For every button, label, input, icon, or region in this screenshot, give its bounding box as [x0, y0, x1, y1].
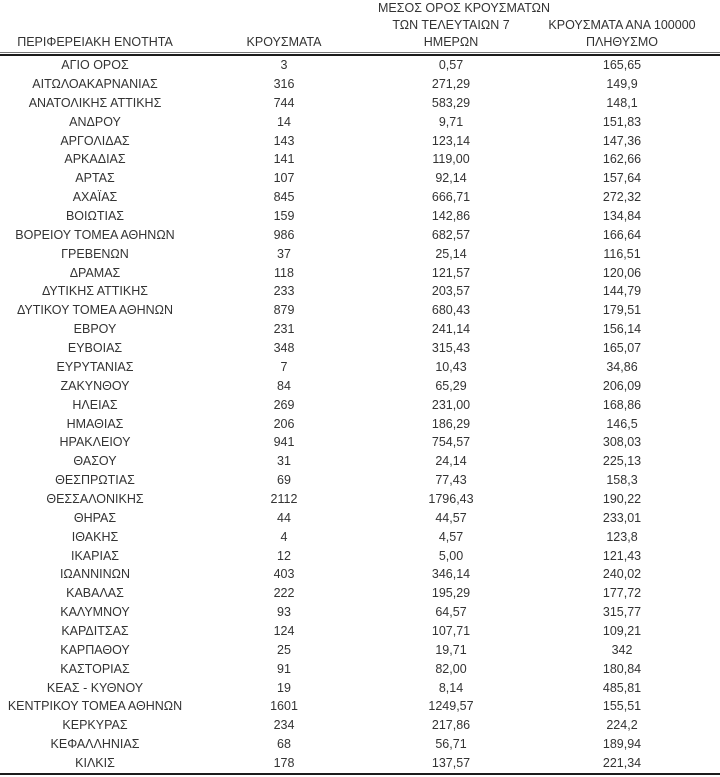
region-name-cell: ΗΜΑΘΙΑΣ [66, 416, 124, 431]
region-name-cell: ΑΡΓΟΛΙΔΑΣ [60, 133, 130, 148]
avg7-cell: 203,57 [431, 284, 471, 299]
per100k-cell: 315,77 [602, 605, 642, 620]
region-name-cell: ΙΩΑΝΝΙΝΩΝ [59, 567, 131, 582]
region-name-cell: ΑΓΙΟ ΟΡΟΣ [61, 58, 129, 73]
cases-cell: 178 [273, 755, 295, 770]
avg7-cell: 137,57 [431, 755, 471, 770]
region-name-cell: ΘΗΡΑΣ [73, 510, 117, 525]
per100k-cell: 121,43 [602, 548, 642, 563]
cases-cell: 348 [273, 341, 295, 356]
region-name-cell: ΔΥΤΙΚΗΣ ΑΤΤΙΚΗΣ [42, 284, 148, 299]
cases-cell: 93 [277, 605, 291, 620]
region-name-cell: ΗΛΕΙΑΣ [72, 397, 118, 412]
table-row [0, 301, 720, 320]
cases-cell: 3 [280, 58, 288, 73]
table-row [0, 509, 720, 528]
avg7-cell: 44,57 [435, 510, 467, 525]
per100k-cell: 158,3 [606, 473, 638, 488]
region-name-cell: ΘΑΣΟΥ [73, 454, 117, 469]
avg7-cell: 10,43 [435, 359, 467, 374]
per100k-cell: 190,22 [602, 491, 642, 506]
avg7-cell: 666,71 [431, 190, 471, 205]
cases-cell: 31 [277, 454, 291, 469]
header-line: ΜΕΣΟΣ ΟΡΟΣ ΚΡΟΥΣΜΑΤΩΝ [378, 1, 551, 15]
col-header-cases [190, 34, 378, 51]
table-body [0, 56, 720, 773]
per100k-cell: 206,09 [602, 378, 642, 393]
per100k-cell: 134,84 [602, 209, 642, 224]
col-header-per100k [524, 17, 720, 51]
header-line: ΤΩΝ ΤΕΛΕΥΤΑΙΩΝ 7 [392, 18, 510, 32]
avg7-cell: 64,57 [435, 605, 467, 620]
region-name-cell: ΑΡΚΑΔΙΑΣ [64, 152, 126, 167]
cases-cell: 91 [277, 661, 291, 676]
cases-cell: 69 [277, 473, 291, 488]
cases-cell: 986 [273, 227, 295, 242]
table-row [0, 339, 720, 358]
region-name-cell: ΙΚΑΡΙΑΣ [70, 548, 120, 563]
avg7-cell: 8,14 [438, 680, 464, 695]
cases-cell: 12 [277, 548, 291, 563]
avg7-cell: 123,14 [431, 133, 471, 148]
per100k-cell: 34,86 [606, 359, 638, 374]
avg7-cell: 271,29 [431, 77, 471, 92]
table-row [0, 113, 720, 132]
table-row [0, 94, 720, 113]
table-row [0, 546, 720, 565]
table-row [0, 433, 720, 452]
avg7-cell: 754,57 [431, 435, 471, 450]
table-row [0, 263, 720, 282]
per100k-cell: 147,36 [602, 133, 642, 148]
avg7-cell: 121,57 [431, 265, 471, 280]
avg7-cell: 1796,43 [428, 491, 474, 506]
region-name-cell: ΚΑΒΑΛΑΣ [66, 586, 124, 601]
avg7-cell: 680,43 [431, 303, 471, 318]
table-row [0, 320, 720, 339]
cases-cell: 44 [277, 510, 291, 525]
avg7-cell: 19,71 [435, 642, 467, 657]
per100k-cell: 156,14 [602, 322, 642, 337]
region-name-cell: ΚΑΡΔΙΤΣΑΣ [61, 623, 129, 638]
region-name-cell: ΔΥΤΙΚΟΥ ΤΟΜΕΑ ΑΘΗΝΩΝ [16, 303, 174, 318]
table-bottom-rule [0, 773, 720, 776]
table-row [0, 660, 720, 679]
region-name-cell: ΙΘΑΚΗΣ [71, 529, 119, 544]
per100k-cell: 240,02 [602, 567, 642, 582]
cases-cell: 744 [273, 95, 295, 110]
cases-cell: 107 [273, 171, 295, 186]
header-line: ΠΕΡΙΦΕΡΕΙΑΚΗ ΕΝΟΤΗΤΑ [17, 35, 173, 49]
region-name-cell: ΚΕΡΚΥΡΑΣ [62, 718, 128, 733]
region-name-cell: ΗΡΑΚΛΕΙΟΥ [59, 435, 131, 450]
avg7-cell: 9,71 [438, 114, 464, 129]
table-row [0, 697, 720, 716]
per100k-cell: 224,2 [606, 718, 638, 733]
per100k-cell: 308,03 [602, 435, 642, 450]
cases-cell: 4 [280, 529, 288, 544]
per100k-cell: 166,64 [602, 227, 642, 242]
cases-cell: 234 [273, 718, 295, 733]
table-row [0, 527, 720, 546]
per100k-cell: 162,66 [602, 152, 642, 167]
per100k-cell: 179,51 [602, 303, 642, 318]
region-name-cell: ΑΝΔΡΟΥ [69, 114, 121, 129]
avg7-cell: 142,86 [431, 209, 471, 224]
cases-cell: 233 [273, 284, 295, 299]
header-line: ΗΜΕΡΩΝ [423, 35, 479, 49]
cases-cell: 25 [277, 642, 291, 657]
table-row [0, 565, 720, 584]
avg7-cell: 25,14 [435, 246, 467, 261]
cases-cell: 68 [277, 737, 291, 752]
region-name-cell: ΕΥΒΟΙΑΣ [67, 341, 123, 356]
table-row [0, 603, 720, 622]
cases-cell: 37 [277, 246, 291, 261]
table-row [0, 490, 720, 509]
avg7-cell: 231,00 [431, 397, 471, 412]
cases-cell: 269 [273, 397, 295, 412]
per100k-cell: 144,79 [602, 284, 642, 299]
avg7-cell: 4,57 [438, 529, 464, 544]
region-name-cell: ΑΝΑΤΟΛΙΚΗΣ ΑΤΤΙΚΗΣ [28, 95, 162, 110]
table-row [0, 150, 720, 169]
table-row [0, 716, 720, 735]
table-row [0, 131, 720, 150]
per100k-cell: 221,34 [602, 755, 642, 770]
header-line: ΚΡΟΥΣΜΑΤΑ [246, 35, 322, 49]
cases-cell: 118 [274, 265, 294, 280]
table-row [0, 735, 720, 754]
avg7-cell: 583,29 [431, 95, 471, 110]
cases-cell: 2112 [270, 491, 298, 506]
table-row [0, 207, 720, 226]
region-name-cell: ΕΒΡΟΥ [73, 322, 117, 337]
per100k-cell: 148,1 [606, 95, 638, 110]
cases-cell: 845 [273, 190, 295, 205]
avg7-cell: 77,43 [435, 473, 467, 488]
avg7-cell: 1249,57 [428, 699, 474, 714]
table-row [0, 395, 720, 414]
per100k-cell: 165,65 [602, 58, 642, 73]
table-row [0, 169, 720, 188]
region-name-cell: ΚΕΑΣ - ΚΥΘΝΟΥ [46, 680, 144, 695]
avg7-cell: 241,14 [431, 322, 471, 337]
region-name-cell: ΘΕΣΠΡΩΤΙΑΣ [55, 473, 135, 488]
cases-cell: 124 [273, 623, 295, 638]
table-row [0, 622, 720, 641]
region-name-cell: ΚΑΛΥΜΝΟΥ [60, 605, 130, 620]
cases-cell: 14 [277, 114, 291, 129]
avg7-cell: 92,14 [435, 171, 467, 186]
avg7-cell: 195,29 [431, 586, 471, 601]
avg7-cell: 24,14 [435, 454, 467, 469]
table-row [0, 584, 720, 603]
cases-cell: 231 [273, 322, 295, 337]
col-header-region [0, 34, 190, 51]
header-line: ΚΡΟΥΣΜΑΤΑ ΑΝΑ 100000 [548, 18, 696, 32]
cases-cell: 84 [277, 378, 291, 393]
region-name-cell: ΑΧΑΪΑΣ [72, 190, 118, 205]
per100k-cell: 155,51 [602, 699, 642, 714]
table-row [0, 678, 720, 697]
avg7-cell: 186,29 [431, 416, 471, 431]
per100k-cell: 180,84 [602, 661, 642, 676]
region-name-cell: ΒΟΡΕΙΟΥ ΤΟΜΕΑ ΑΘΗΝΩΝ [15, 227, 175, 242]
region-name-cell: ΖΑΚΥΝΘΟΥ [60, 378, 130, 393]
per100k-cell: 149,9 [606, 77, 638, 92]
region-name-cell: ΔΡΑΜΑΣ [69, 265, 121, 280]
avg7-cell: 315,43 [431, 341, 471, 356]
per100k-cell: 116,51 [603, 246, 641, 261]
per100k-cell: 189,94 [602, 737, 642, 752]
region-name-cell: ΚΕΦΑΛΛΗΝΙΑΣ [50, 737, 140, 752]
avg7-cell: 56,71 [435, 737, 467, 752]
per100k-cell: 120,06 [602, 265, 642, 280]
avg7-cell: 65,29 [435, 378, 467, 393]
avg7-cell: 119,00 [432, 152, 470, 167]
cases-cell: 403 [273, 567, 295, 582]
table-header-row [0, 0, 720, 52]
avg7-cell: 0,57 [438, 58, 464, 73]
per100k-cell: 123,8 [606, 529, 638, 544]
per100k-cell: 151,83 [602, 114, 642, 129]
per100k-cell: 165,07 [602, 341, 642, 356]
per100k-cell: 342 [611, 642, 633, 657]
per100k-cell: 157,64 [602, 171, 642, 186]
avg7-cell: 682,57 [431, 227, 471, 242]
table-row [0, 226, 720, 245]
table-row [0, 245, 720, 264]
region-name-cell: ΘΕΣΣΑΛΟΝΙΚΗΣ [46, 491, 144, 506]
region-name-cell: ΚΕΝΤΡΙΚΟΥ ΤΟΜΕΑ ΑΘΗΝΩΝ [7, 699, 183, 714]
region-name-cell: ΕΥΡΥΤΑΝΙΑΣ [56, 359, 134, 374]
per100k-cell: 272,32 [602, 190, 642, 205]
region-name-cell: ΑΙΤΩΛΟΑΚΑΡΝΑΝΙΑΣ [32, 77, 158, 92]
region-name-cell: ΚΑΣΤΟΡΙΑΣ [60, 661, 130, 676]
cases-cell: 206 [273, 416, 295, 431]
per100k-cell: 225,13 [602, 454, 642, 469]
cases-cell: 7 [280, 359, 288, 374]
region-name-cell: ΒΟΙΩΤΙΑΣ [65, 209, 125, 224]
region-name-cell: ΑΡΤΑΣ [75, 171, 115, 186]
per100k-cell: 146,5 [606, 416, 638, 431]
per100k-cell: 109,21 [602, 623, 642, 638]
col-header-avg7 [378, 0, 551, 51]
cases-cell: 879 [273, 303, 295, 318]
table-row [0, 358, 720, 377]
table-row [0, 56, 720, 75]
table-row [0, 754, 720, 773]
per100k-cell: 485,81 [602, 680, 642, 695]
table-row [0, 282, 720, 301]
cases-cell: 143 [273, 133, 295, 148]
cases-cell: 941 [273, 435, 295, 450]
cases-cell: 1601 [270, 699, 298, 714]
cases-cell: 159 [273, 209, 295, 224]
avg7-cell: 346,14 [431, 567, 471, 582]
cases-cell: 222 [273, 586, 295, 601]
per100k-cell: 177,72 [602, 586, 642, 601]
region-name-cell: ΚΙΛΚΙΣ [75, 755, 115, 770]
table-row [0, 75, 720, 94]
avg7-cell: 217,86 [431, 718, 471, 733]
table-row [0, 188, 720, 207]
per100k-cell: 168,86 [602, 397, 642, 412]
table-row [0, 471, 720, 490]
table-row [0, 641, 720, 660]
table-row [0, 377, 720, 396]
table-row [0, 452, 720, 471]
region-name-cell: ΚΑΡΠΑΘΟΥ [60, 642, 130, 657]
avg7-cell: 107,71 [431, 623, 471, 638]
cases-cell: 19 [277, 680, 291, 695]
header-line: ΠΛΗΘΥΣΜΟ [586, 35, 658, 49]
region-name-cell: ΓΡΕΒΕΝΩΝ [61, 246, 129, 261]
cases-cell: 141 [273, 152, 295, 167]
cases-cell: 316 [273, 77, 295, 92]
avg7-cell: 82,00 [435, 661, 467, 676]
table-row [0, 414, 720, 433]
avg7-cell: 5,00 [438, 548, 464, 563]
per100k-cell: 233,01 [602, 510, 642, 525]
